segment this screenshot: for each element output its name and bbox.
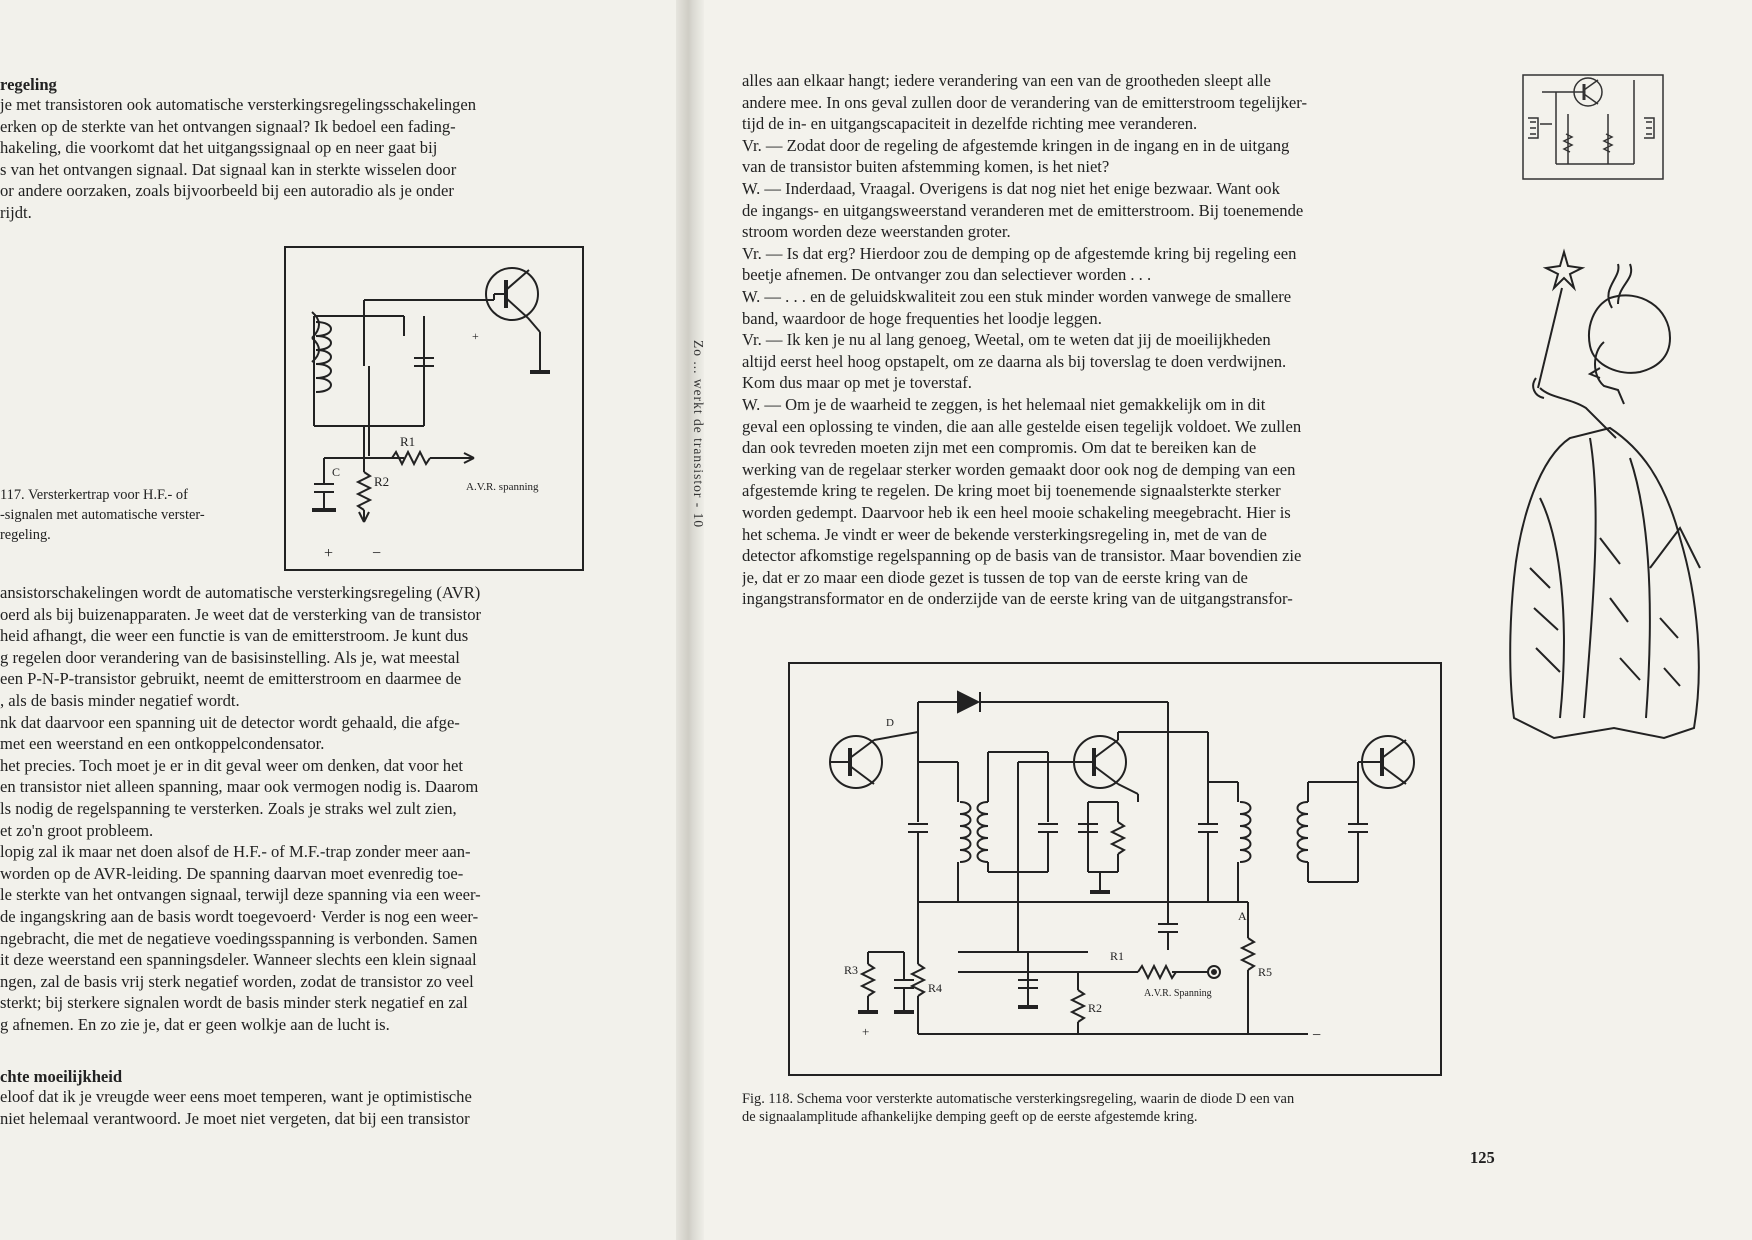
rp-line: W. — Om je de waarheid te zeggen, is het helemaal niet gemakkelijk om in dit	[742, 395, 1266, 414]
figure-118-schematic	[788, 662, 1442, 1076]
rp-line: werking van de regelaar sterker worden gemaakt door ook nog de demping van een	[742, 459, 1296, 479]
fig117-c-label: C	[332, 465, 341, 479]
lp3-line: niet helemaal verantwoord. Je moet niet vergeten, dat bij een transistor	[0, 1108, 470, 1128]
rp-line: alles aan elkaar hangt; iedere verandering van een van de grootheden sleept alle	[742, 71, 1271, 90]
lp2-line: ansistorschakelingen wordt de automatische versterkingsregeling (AVR)	[0, 583, 481, 602]
lp1-line: hakeling, die voorkomt dat het uitgangssignaal op en neer gaat bij	[0, 138, 438, 158]
lp1-line: s van het ontvangen signaal. Dat signaal kan in sterkte wisselen door	[0, 159, 457, 179]
rp-line: Vr. — Zodat door de regeling de afgestemde kringen in de ingang en in de uitgang	[742, 135, 1290, 155]
lp2-line: heid afhangt, die weer een functie is van de emitterstroom. Je kunt dus	[0, 626, 469, 646]
lp2-line: oerd als bij buizenapparaten. Je weet dat de versterking van de transistor	[0, 604, 482, 624]
lp2-line: g regelen door verandering van de basisinstelling. Als je, wat meestal	[0, 647, 460, 667]
book-spine	[676, 0, 704, 1240]
fig118-plus-label: +	[862, 1024, 870, 1039]
lp2-line: , als de basis minder negatief wordt.	[0, 691, 240, 710]
lp3-line: eloof dat ik je vreugde weer eens moet temperen, want je optimistische	[0, 1087, 472, 1106]
fig118-minus-label: −	[1312, 1027, 1322, 1044]
section-heading-2: chte moeilijkheid	[0, 1067, 123, 1086]
rp-line: stroom worden deze weerstanden groter.	[742, 222, 1011, 242]
rp-line: Kom dus maar op met je toverstaf.	[742, 373, 972, 393]
rp-line: andere mee. In ons geval zullen door de verandering van de emitterstroom tegelijker-	[742, 92, 1308, 112]
lp2-line: de ingangskring aan de basis wordt toegevoerd· Verder is nog een weer-	[0, 907, 479, 926]
rp-line: worden gedempt. Daarvoor heb ik een heel mooie schakeling meegebracht. Hier is	[742, 503, 1291, 522]
fig118-r1-label: R1	[1110, 949, 1125, 963]
fig118-r5-label: R5	[1258, 965, 1273, 979]
lp1-line: or andere oorzaken, zoals bijvoorbeeld bij een autoradio als je onder	[0, 181, 454, 201]
rp-line: W. — Inderdaad, Vraagal. Overigens is dat nog niet het enige bezwaar. Want ook	[742, 179, 1280, 198]
rp-line: je, dat er zo maar een diode gezet is tussen de top van de eerste kring van de	[742, 567, 1248, 587]
fig117-r1-label: R1	[400, 434, 416, 449]
fig117-r2-label: R2	[374, 474, 390, 489]
rp-line: de ingangs- en uitgangsweerstand veranderen met de emitterstroom. Bij toenemende	[742, 200, 1304, 220]
rp-line: detector afkomstige regelspanning op de basis van de transistor. Maar bovendien zie	[742, 546, 1302, 566]
rp-line: het schema. Je vindt er weer de bekende versterkingsregeling in, met de van de	[742, 524, 1267, 544]
lp2-line: ngen, zal de basis vrij sterk negatief worden, zodat de transistor zo veel	[0, 971, 474, 991]
fig117-avr-label: A.V.R. spanning	[466, 481, 539, 493]
rp-line: afgestemde kring te regelen. De kring moet bij toenemende signaalsterkte sterker	[742, 481, 1281, 501]
fig118-avr-label: A.V.R. Spanning	[1144, 988, 1212, 999]
lp1-line: rijdt.	[0, 203, 32, 222]
lp2-line: lopig zal ik maar net doen alsof de H.F.- of M.F.-trap zonder meer aan-	[0, 842, 471, 862]
lp2-line: met een weerstand en een ontkoppelcondensator.	[0, 734, 325, 754]
rp-line: W. — . . . en de geluidskwaliteit zou een stuk minder worden vanwege de smallere	[742, 287, 1292, 306]
lp2-line: nk dat daarvoor een spanning uit de detector wordt gehaald, die afge-	[0, 712, 460, 732]
rp-line: beetje afnemen. De ontvanger zou dan selectiever worden . . .	[742, 265, 1152, 285]
fig118-r3-label: R3	[844, 963, 859, 977]
lp2-line: een P-N-P-transistor gebruikt, neemt de emitterstroom en daarmee de	[0, 669, 462, 689]
rp-line: dan ook tevreden moeten zijn met een compromis. Om dat te bereiken kan de	[742, 438, 1257, 458]
rp-line: Vr. — Is dat erg? Hierdoor zou de demping op de afgestemde kring bij regeling een	[742, 243, 1297, 263]
rp-line: tijd de in- en uitgangscapaciteit in dezelfde richting mee veranderen.	[742, 114, 1198, 134]
lp1-line: erken op de sterkte van het ontvangen signaal? Ik bedoel een fading-	[0, 116, 456, 136]
lp2-line: het precies. Toch moet je er in dit geval weer om denken, dat voor het	[0, 755, 463, 775]
section-heading: regeling	[0, 75, 57, 94]
rcap-line: de signaalamplitude afhankelijke demping geeft op de eerste afgestemde kring.	[742, 1109, 1198, 1125]
fig117-minus-label: −	[372, 545, 382, 562]
lp2-line: ngebracht, die met de negatieve voedingsspanning is verbonden. Samen	[0, 928, 478, 948]
lp2-line: worden op de AVR-leiding. De spanning daarvan moet evenredig toe-	[0, 863, 464, 883]
rp-line: Vr. — Ik ken je nu al lang genoeg, Weetal, om te weten dat jij de moeilijkheden	[742, 330, 1271, 350]
lp2-line: en transistor niet alleen spanning, maar ook vermogen nodig is. Daarom	[0, 777, 479, 797]
rcap-line: Fig. 118. Schema voor versterkte automatische versterkingsregeling, waarin de diode D een van	[742, 1091, 1295, 1107]
fig117-plus-top: +	[472, 329, 479, 343]
lcap-line: 117. Versterkertrap voor H.F.- of	[0, 487, 188, 503]
fig117-plus-label: +	[324, 545, 334, 562]
fig118-diode-label: D	[886, 717, 894, 729]
fig118-node-a-label: A	[1238, 909, 1247, 923]
wizard-illustration	[1500, 238, 1710, 758]
spine-text: Zo ... werkt de transistor - 10	[691, 340, 706, 529]
rp-line: geval een oplossing te vinden, die aan alle gestelde eisen tegelijk voldoet. We zullen	[742, 416, 1302, 436]
small-schematic-illustration	[1522, 74, 1664, 180]
rp-line: ingangstransformator en de onderzijde van de eerste kring van de uitgangstransfor-	[742, 589, 1293, 609]
lp2-line: g afnemen. En zo zie je, dat er geen wolkje aan de lucht is.	[0, 1015, 390, 1034]
lp2-line: sterkt; bij sterkere signalen wordt de basis minder sterk negatief en zal	[0, 993, 468, 1013]
lcap-line: regeling.	[0, 527, 51, 543]
rp-line: van de transistor buiten afstemming komen, is het niet?	[742, 157, 1110, 177]
lp2-line: et zo'n groot probleem.	[0, 820, 154, 840]
figure-117-schematic	[284, 246, 584, 571]
lp2-line: it deze weerstand een spanningsdeler. Wanneer slechts een klein signaal	[0, 950, 477, 970]
page-number: 125	[1470, 1148, 1495, 1167]
lp2-line: ls nodig de regelspanning te versterken. Zoals je straks wel zult zien,	[0, 799, 457, 818]
lcap-line: -signalen met automatische verster-	[0, 507, 205, 523]
fig118-r4-label: R4	[928, 981, 943, 995]
lp1-line: je met transistoren ook automatische versterkingsregelingsschakelingen	[0, 95, 477, 114]
rp-line: band, waardoor de hoge frequenties het loodje leggen.	[742, 308, 1102, 328]
lp2-line: le sterkte van het ontvangen signaal, terwijl deze spanning via een weer-	[0, 885, 481, 905]
fig118-r2-label: R2	[1088, 1001, 1103, 1015]
rp-line: altijd eerst heel hoog opstapelt, om ze daarna als bij toverslag te doen verdwijnen.	[742, 351, 1287, 371]
